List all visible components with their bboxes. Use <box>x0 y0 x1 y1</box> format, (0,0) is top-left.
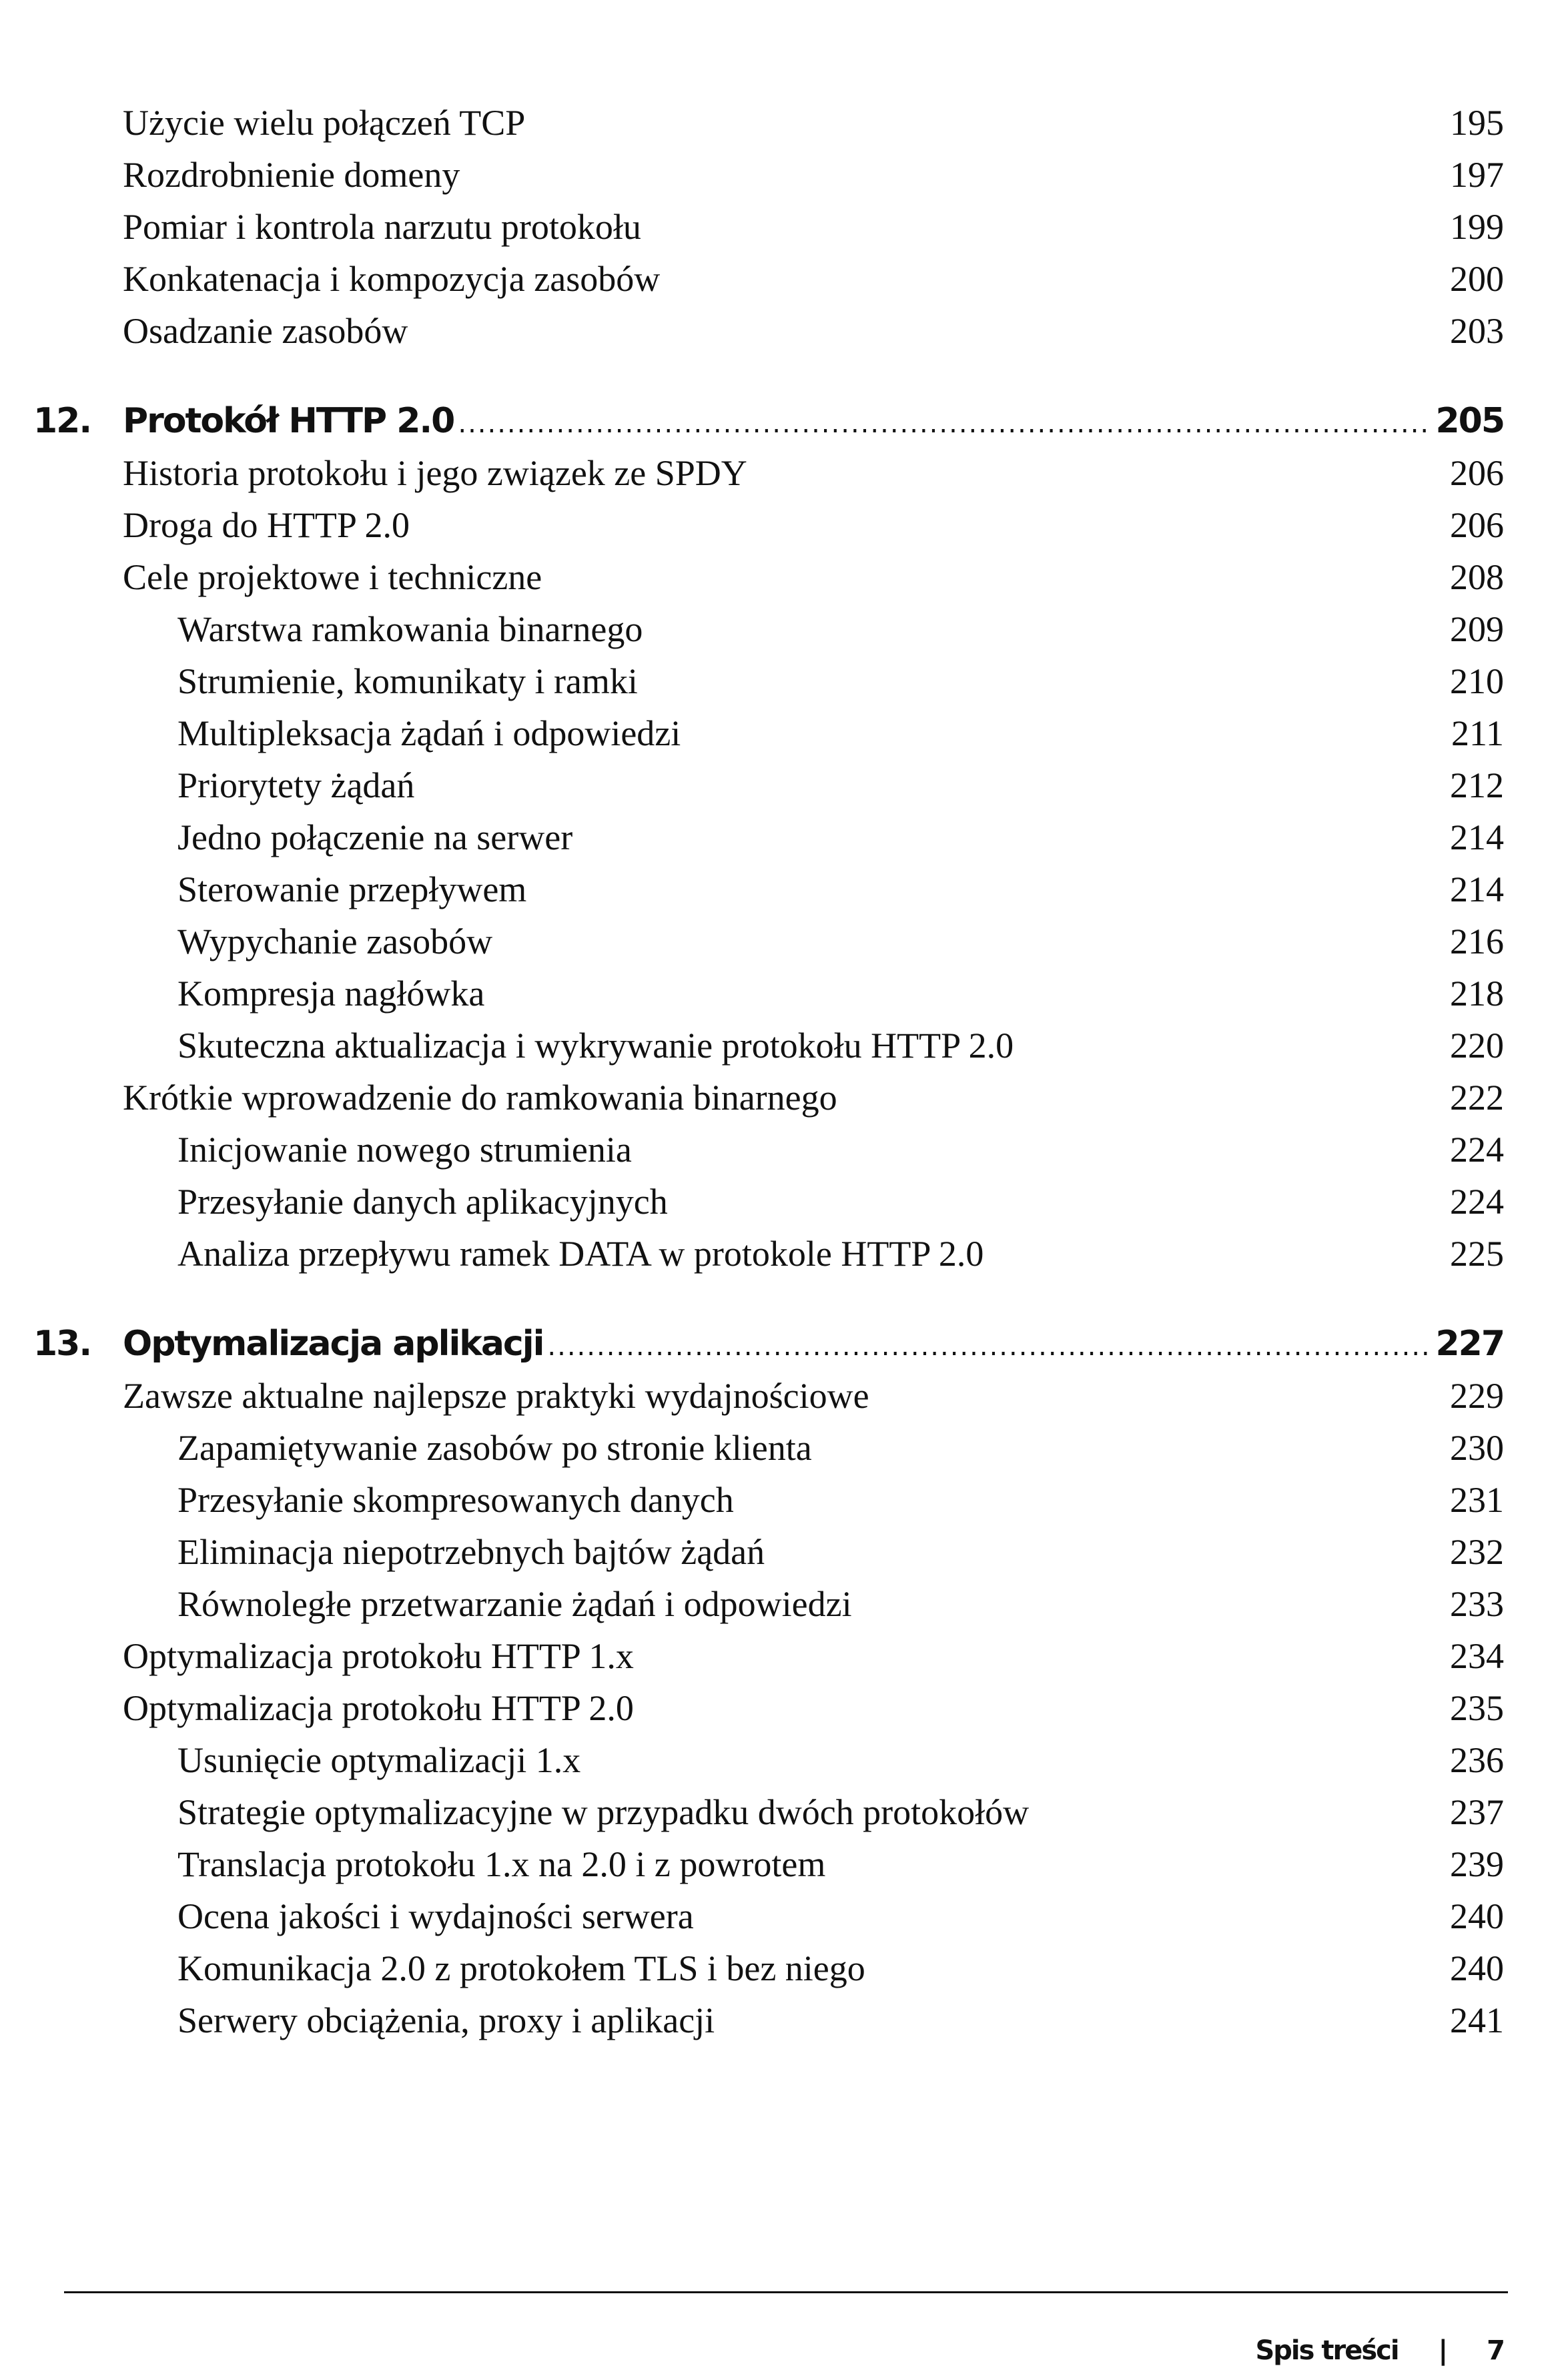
chapter-page: 227 <box>1435 1324 1504 1364</box>
toc-entry[interactable] <box>0 1578 1568 1630</box>
entry-title: Rozdrobnienie domeny <box>123 155 460 195</box>
entry-page: 214 <box>1450 817 1504 857</box>
entry-page: 229 <box>1450 1376 1504 1416</box>
toc-entry[interactable] <box>0 1474 1568 1526</box>
entry-title: Historia protokołu i jego związek ze SPDY <box>123 453 747 493</box>
toc-entry[interactable] <box>0 967 1568 1020</box>
chapter-number: 13. <box>33 1324 91 1364</box>
entry-page: 200 <box>1450 259 1504 299</box>
entry-page: 220 <box>1450 1026 1504 1066</box>
entry-title: Sterowanie przepływem <box>177 869 527 909</box>
toc-entry[interactable] <box>0 1734 1568 1786</box>
entry-page: 216 <box>1450 921 1504 961</box>
entry-title: Analiza przepływu ramek DATA w protokole HTTP 2.0 <box>177 1234 984 1274</box>
footer-separator: | <box>1438 2335 1447 2366</box>
entry-page: 235 <box>1450 1688 1504 1728</box>
entry-page: 232 <box>1450 1532 1504 1572</box>
entry-title: Wypychanie zasobów <box>177 921 493 961</box>
entry-page: 206 <box>1450 453 1504 493</box>
toc-entry[interactable] <box>0 97 1568 149</box>
toc-entry[interactable] <box>0 707 1568 759</box>
toc-entry[interactable] <box>0 1838 1568 1890</box>
entry-title: Usunięcie optymalizacji 1.x <box>177 1740 581 1780</box>
entry-page: 208 <box>1450 557 1504 597</box>
entry-page: 224 <box>1450 1130 1504 1170</box>
toc-entry[interactable] <box>0 1020 1568 1072</box>
toc-entry[interactable] <box>0 1176 1568 1228</box>
entry-title: Inicjowanie nowego strumienia <box>177 1130 632 1170</box>
entry-title: Przesyłanie danych aplikacyjnych <box>177 1182 668 1222</box>
entry-page: 224 <box>1450 1182 1504 1222</box>
toc-entry[interactable] <box>0 201 1568 253</box>
toc-entry[interactable] <box>0 603 1568 655</box>
entry-page: 236 <box>1450 1740 1504 1780</box>
entry-page: 206 <box>1450 505 1504 545</box>
entry-page: 230 <box>1450 1428 1504 1468</box>
entry-title: Strumienie, komunikaty i ramki <box>177 661 638 701</box>
entry-page: 203 <box>1450 311 1504 351</box>
entry-page: 239 <box>1450 1844 1504 1884</box>
entry-title: Translacja protokołu 1.x na 2.0 i z powrotem <box>177 1844 826 1884</box>
entry-title: Krótkie wprowadzenie do ramkowania binarnego <box>123 1078 837 1118</box>
entry-title: Ocena jakości i wydajności serwera <box>177 1896 694 1936</box>
entry-page: 233 <box>1450 1584 1504 1624</box>
entry-title: Pomiar i kontrola narzutu protokołu <box>123 207 641 247</box>
entry-title: Eliminacja niepotrzebnych bajtów żądań <box>177 1532 765 1572</box>
entry-title: Optymalizacja protokołu HTTP 2.0 <box>123 1688 634 1728</box>
entry-title: Komunikacja 2.0 z protokołem TLS i bez niego <box>177 1948 865 1988</box>
toc-entry[interactable] <box>0 759 1568 811</box>
entry-title: Multipleksacja żądań i odpowiedzi <box>177 713 681 753</box>
entry-page: 240 <box>1450 1896 1504 1936</box>
chapter-line <box>123 1318 1504 1372</box>
chapter-title: Protokół HTTP 2.0 <box>123 401 454 441</box>
entry-page: 211 <box>1451 713 1504 753</box>
toc-entry[interactable] <box>0 655 1568 707</box>
toc-entry[interactable] <box>0 1124 1568 1176</box>
entry-title: Osadzanie zasobów <box>123 311 408 351</box>
entry-title: Warstwa ramkowania binarnego <box>177 609 643 649</box>
entry-page: 225 <box>1450 1234 1504 1274</box>
toc-entry[interactable] <box>0 1422 1568 1474</box>
toc-entry[interactable] <box>0 1526 1568 1578</box>
toc-entry[interactable] <box>0 551 1568 603</box>
dot-leader <box>458 398 1431 450</box>
entry-page: 210 <box>1450 661 1504 701</box>
entry-title: Jedno połączenie na serwer <box>177 817 573 857</box>
entry-title: Równoległe przetwarzanie żądań i odpowiedzi <box>177 1584 852 1624</box>
toc-entry[interactable] <box>0 1072 1568 1124</box>
entry-page: 214 <box>1450 869 1504 909</box>
entry-title: Zapamiętywanie zasobów po stronie klienta <box>177 1428 812 1468</box>
entry-page: 234 <box>1450 1636 1504 1676</box>
entry-page: 209 <box>1450 609 1504 649</box>
toc-entry[interactable] <box>0 1890 1568 1942</box>
toc-entry[interactable] <box>0 1370 1568 1422</box>
footer-page-number: 7 <box>1487 2335 1504 2366</box>
toc-entry[interactable] <box>0 915 1568 967</box>
toc-entry[interactable] <box>0 1994 1568 2046</box>
entry-title: Optymalizacja protokołu HTTP 1.x <box>123 1636 634 1676</box>
entry-title: Konkatenacja i kompozycja zasobów <box>123 259 661 299</box>
toc-entry[interactable] <box>0 863 1568 915</box>
entry-page: 240 <box>1450 1948 1504 1988</box>
chapter-heading[interactable] <box>0 1318 1568 1370</box>
entry-title: Przesyłanie skompresowanych danych <box>177 1480 734 1520</box>
page-footer <box>1255 2335 1504 2366</box>
entry-page: 195 <box>1450 103 1504 143</box>
entry-page: 222 <box>1450 1078 1504 1118</box>
toc-entry[interactable] <box>0 499 1568 551</box>
entry-title: Priorytety żądań <box>177 765 415 805</box>
entry-page: 218 <box>1450 973 1504 1014</box>
entry-title: Kompresja nagłówka <box>177 973 485 1014</box>
toc-entry[interactable] <box>0 1228 1568 1280</box>
toc-entry[interactable] <box>0 1942 1568 1994</box>
entry-title: Serwery obciążenia, proxy i aplikacji <box>177 2000 715 2040</box>
toc-entry[interactable] <box>0 1786 1568 1838</box>
footer-divider <box>64 2291 1508 2293</box>
chapter-line <box>123 395 1504 450</box>
entry-title: Użycie wielu połączeń TCP <box>123 103 526 143</box>
toc-entry[interactable] <box>0 149 1568 201</box>
chapter-page: 205 <box>1435 401 1504 441</box>
chapter-title: Optymalizacja aplikacji <box>123 1324 544 1364</box>
entry-title: Zawsze aktualne najlepsze praktyki wydajnościowe <box>123 1376 869 1416</box>
entry-page: 197 <box>1450 155 1504 195</box>
entry-page: 237 <box>1450 1792 1504 1832</box>
toc-entry[interactable] <box>0 447 1568 499</box>
table-of-contents <box>0 97 1568 2046</box>
toc-entry[interactable] <box>0 811 1568 863</box>
entry-page: 199 <box>1450 207 1504 247</box>
chapter-number: 12. <box>33 401 91 441</box>
chapter-heading[interactable] <box>0 395 1568 447</box>
entry-title: Droga do HTTP 2.0 <box>123 505 410 545</box>
toc-entry[interactable] <box>0 1682 1568 1734</box>
toc-entry[interactable] <box>0 305 1568 357</box>
entry-page: 241 <box>1450 2000 1504 2040</box>
dot-leader <box>547 1320 1431 1372</box>
entry-title: Strategie optymalizacyjne w przypadku dwóch protokołów <box>177 1792 1030 1832</box>
entry-page: 231 <box>1450 1480 1504 1520</box>
entry-title: Cele projektowe i techniczne <box>123 557 542 597</box>
entry-title: Skuteczna aktualizacja i wykrywanie protokołu HTTP 2.0 <box>177 1026 1014 1066</box>
toc-entry[interactable] <box>0 1630 1568 1682</box>
entry-page: 212 <box>1450 765 1504 805</box>
toc-entry[interactable] <box>0 253 1568 305</box>
footer-label: Spis treści <box>1255 2335 1399 2366</box>
